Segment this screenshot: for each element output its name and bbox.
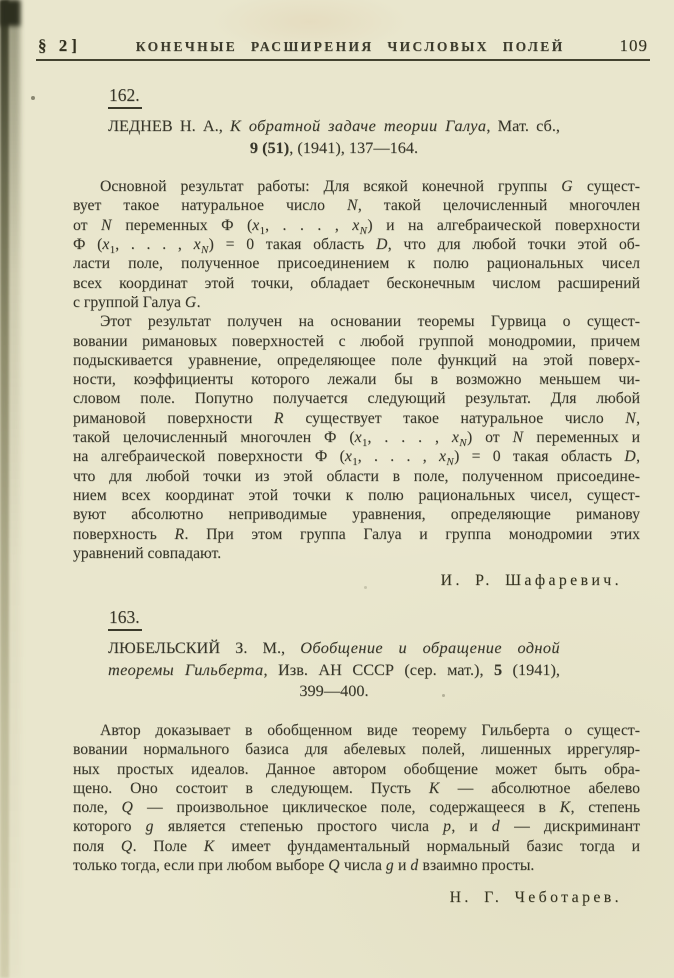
review-paragraph-3: Автор доказывает в обобщенном виде теорему Гильберта о сущест- вовании нормального базиса для абелевых полей, лишенных иррегуляр- ных простых идеалов. Данное автором обобщение может быть обра- щено. Оно состоит в следующем. Пусть K — абсолютное абелево поле, Q — произвольное циклическое поле, содержащееся в K, степень которого g является степенью простого числа p, и d — дискриминант поля Q. Поле K имеет фундаментальный нормальный базис тогда и только тогда, если при любом выборе Q числа g и d взаимно просты. [73,721,640,874]
text-column [73,64,640,907]
reviewer-signature-162: И. Р. Шафаревич. [440,572,622,590]
entry-162 [73,64,640,590]
review-paragraph-2: Этот результат получен на основании теоремы Гурвица о сущест- вовании римановых поверхностей с любой группой монодромии, причем подыскивается уравнение, определяющее поле функций на этой поверх- ности, коэффициенты которого лежали бы в возможно меньшем чи- словом поле. Попутно получается следующий результат. Для любой римановой поверхности R существует такое натуральное число N, такой целочисленный многочлен Ф ($x_1$, . . . , $x_N$) от N переменных и на алгебраической поверхности Ф ($x_1$, . . . , $x_N) = 0$ такая область D, что для любой точки из этой области в поле, полученном присоедине- нием всех координат этой точки к полю рациональных чисел, сущест- вуют абсолютно неприводимые уравнения, определяющие риманову поверхность R. При этом группа Галуа и группа монодромии этих уравнений совпадают. [73,313,641,562]
scan-corner-shadow [0,0,20,26]
page-header [38,36,648,56]
citation-162: ЛЕДНЕВ Н. А., К обратной задаче теории Галуа, Мат. сб., 9 (51), (1941), 137—164. [108,116,560,157]
section-label: § 2] [38,36,81,55]
entry-163 [73,590,640,907]
scan-binding-shadow-soft [7,0,20,978]
citation-163: ЛЮБЕЛЬСКИЙ З. М., Обобщение и обращение одной теоремы Гильберта, Изв. АН СССР (сер. мат.), 5 (1941), 399—400. [108,638,561,701]
entry-number-163: 163. [108,607,142,631]
ink-speck [31,96,35,100]
header-rule [36,59,650,61]
page-number: 109 [619,36,648,55]
entry-number-162: 162. [108,85,142,109]
review-paragraph-1: Основной результат работы: Для всякой конечной группы G сущест- вует такое натуральное число N, такой целочисленный многочлен от N переменных Ф ($x_1$, . . . , $x_N$) и на алгебраической поверхности Ф ($x_1$, . . . , $x_N) = 0$ такая область D, что для любой точки этой об- ласти поле, полученное присоединением к полю рациональных чисел всех координат этой точки, обладает бесконечным числом расширений с группой Галуа G. [73,178,641,311]
running-title: КОНЕЧНЫЕ РАСШИРЕНИЯ ЧИСЛОВЫХ ПОЛЕЙ [135,39,565,54]
reviewer-signature-163: Н. Г. Чеботарев. [449,889,622,907]
